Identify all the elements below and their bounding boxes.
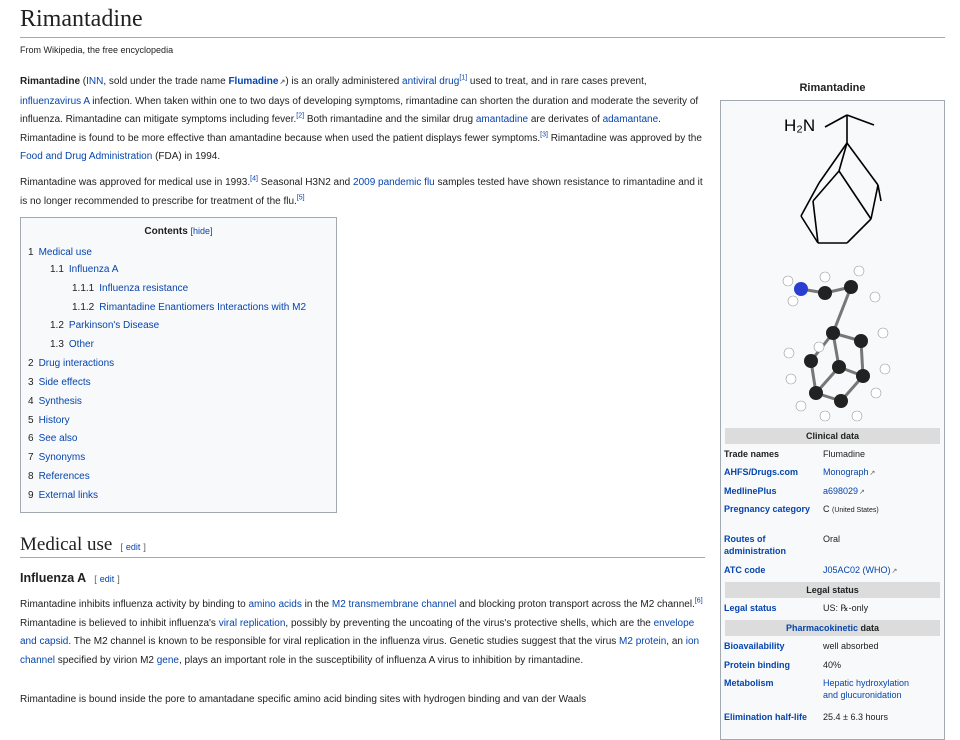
toc-label: Side effects <box>38 377 91 388</box>
toc-label: Other <box>68 339 94 350</box>
bioavailability-label[interactable]: Bioavailability <box>724 641 785 651</box>
legal-status-label[interactable]: Legal status <box>724 603 777 613</box>
antiviral-drug-link[interactable]: antiviral drug <box>402 76 460 87</box>
toc-number: 8 <box>28 471 34 482</box>
medlineplus-link[interactable]: a698029 ↗ <box>823 485 941 499</box>
ball-and-stick-model <box>783 266 890 421</box>
toc-item-side-effects[interactable] <box>28 377 91 388</box>
amino-acids-link[interactable]: amino acids <box>248 599 302 610</box>
toc-item-references[interactable] <box>28 471 90 482</box>
metabolism-value <box>823 677 941 701</box>
text: samples tested have shown resistance to rimantadine and it is no longer recommended to prescribe for treatment of the flu. <box>20 177 703 207</box>
text: ( <box>80 76 87 87</box>
routes-value: Oral <box>823 534 841 544</box>
toc-number: 1.1.1 <box>72 283 95 294</box>
atc-code-link[interactable]: J05AC02 <box>823 565 861 575</box>
text: . Rimantadine is found to be more effective than amantadine because when used the patient displays fewer symptoms. <box>20 114 661 144</box>
value-text: C <box>823 504 830 514</box>
toc-label: References <box>38 471 90 482</box>
toc-label: History <box>38 415 70 426</box>
text: . The M2 channel is known to be responsible for viral replication in the influenza virus. Genetic studies suggest that the virus <box>68 636 620 647</box>
text: , an <box>666 636 686 647</box>
atc-code-value <box>823 564 941 578</box>
text: infection. When taken within one to two days of developing symptoms, rimantadine can shorten the duration and moderate the severity of influenza. Rimantadine can mitigate symptoms including fever. <box>20 95 699 125</box>
section-heading-text: Influenza A <box>20 571 87 585</box>
influenza-paragraph-2: Rimantadine is bound inside the pore to amantadane specific amino acid binding sites with hydrogen binding and van der Waals <box>20 694 587 705</box>
toc-item-history[interactable] <box>28 415 70 426</box>
toc-number: 3 <box>28 377 34 388</box>
toc-label: Drug interactions <box>38 358 115 369</box>
amantadine-link[interactable]: amantadine <box>475 114 529 125</box>
trade-names-value: Flumadine <box>823 449 866 459</box>
routes-label[interactable]: Routes of administration <box>724 534 787 556</box>
elimination-half-life-label[interactable]: Elimination half-life <box>724 712 808 722</box>
toc-number: 1.2 <box>50 320 64 331</box>
toc-item-see-also[interactable] <box>28 433 77 444</box>
toc-label: Synthesis <box>38 396 82 407</box>
pregnancy-category-label[interactable]: Pregnancy category <box>724 504 811 514</box>
text: , possibly by preventing the uncoating of the virus's protective shells, which are the <box>285 617 654 629</box>
intro-paragraph-2 <box>20 174 703 211</box>
bioavailability-value: well absorbed <box>823 641 879 651</box>
toc-item-drug-interactions[interactable] <box>28 358 114 369</box>
toc-item-other[interactable] <box>50 339 94 350</box>
intro-paragraph-1 <box>20 73 703 167</box>
text: ) is an orally administered <box>285 76 403 87</box>
article-subject: Rimantadine <box>20 76 81 87</box>
elimination-half-life-value: 25.4 ± 6.3 hours <box>823 712 888 722</box>
toc-label: Synonyms <box>38 452 86 463</box>
protein-binding-value: 40% <box>823 660 842 670</box>
m2-channel-link[interactable]: M2 transmembrane channel <box>331 599 457 610</box>
bracket: [ <box>94 574 97 584</box>
influenzavirus-a-link[interactable]: influenzavirus A <box>20 95 90 107</box>
section-heading-medical-use <box>20 534 146 556</box>
citation-3[interactable]: [3] <box>540 131 548 139</box>
ahfs-monograph-link[interactable]: Monograph ↗ <box>823 466 941 480</box>
section-heading-text: Medical use <box>20 534 113 555</box>
toc-number: 9 <box>28 490 34 501</box>
toc-number: 4 <box>28 396 34 407</box>
text: Rimantadine is believed to inhibit influenza's <box>20 617 219 629</box>
toc-label: See also <box>38 433 78 444</box>
bracket: ] <box>143 542 146 552</box>
amine-label: H₂N <box>784 116 816 135</box>
infobox <box>720 100 945 740</box>
inn-link[interactable]: INN <box>86 76 104 87</box>
toc-number: 1.1.2 <box>72 302 95 313</box>
toc-item-influenza-resistance[interactable] <box>72 283 188 294</box>
text: (FDA) in 1994. <box>152 151 221 162</box>
toc-number: 1.1 <box>50 264 64 275</box>
who-link[interactable]: (WHO) ↗ <box>863 565 898 575</box>
legal-status-header: Legal status <box>725 582 940 598</box>
toc-hide-toggle[interactable]: [hide] <box>190 226 213 236</box>
toc-item-synonyms[interactable] <box>28 452 85 463</box>
viral-replication-link[interactable]: viral replication <box>218 617 286 629</box>
bracket: ] <box>117 574 120 584</box>
trade-names-label: Trade names <box>724 449 780 459</box>
influenza-paragraph-1 <box>20 596 703 670</box>
toc-title: Contents <box>144 226 188 237</box>
fda-link[interactable]: Food and Drug Administration <box>20 151 153 162</box>
ion-channel-link[interactable]: ion channel <box>20 636 700 666</box>
bracket: [ <box>120 542 123 552</box>
pandemic-flu-link[interactable]: 2009 pandemic flu <box>353 177 435 188</box>
toc-number: 5 <box>28 415 34 426</box>
toc-number: 2 <box>28 358 34 369</box>
protein-binding-label[interactable]: Protein binding <box>724 660 790 670</box>
edit-section-wrapper <box>120 542 146 552</box>
citation-1[interactable]: [1] <box>459 74 468 82</box>
toc-label: Influenza resistance <box>99 283 189 294</box>
atc-code-label[interactable]: ATC code <box>724 565 766 575</box>
edit-section-wrapper <box>94 574 120 584</box>
text: Rimantadine was approved for medical use in 1993. <box>20 177 251 188</box>
toc-label: External links <box>38 490 99 501</box>
edit-influenza-a-link[interactable]: edit <box>99 574 115 584</box>
hepatic-hydroxylation-link[interactable]: Hepatic hydroxylation <box>823 678 910 688</box>
citation-2[interactable]: [2] <box>296 112 305 120</box>
structure-images <box>721 101 944 431</box>
table-of-contents <box>20 217 337 513</box>
nitrogen-atom <box>794 282 808 296</box>
toc-item-influenza-a[interactable] <box>50 264 118 275</box>
text: Both rimantadine and the similar drug <box>304 114 476 125</box>
toc-number: 1.3 <box>50 339 64 350</box>
pharmacokinetic-link[interactable]: Pharmacokinetic <box>785 623 858 633</box>
toc-item-synthesis[interactable] <box>28 396 82 407</box>
toc-item-enantiomers[interactable] <box>72 302 306 313</box>
header-text: data <box>858 623 880 633</box>
toc-item-parkinsons[interactable] <box>50 320 159 331</box>
medlineplus-label[interactable]: MedlinePlus <box>724 486 777 496</box>
clinical-data-header: Clinical data <box>725 428 940 444</box>
toc-label: Rimantadine Enantiomers Interactions with M2 <box>99 302 307 313</box>
text: in the <box>301 599 332 610</box>
section-divider <box>20 557 705 558</box>
toc-item-external-links[interactable] <box>28 490 98 501</box>
citation-5[interactable]: [5] <box>296 194 305 202</box>
value-note: (United States) <box>832 507 879 514</box>
envelope-capsid-link[interactable]: envelope and capsid <box>20 617 695 647</box>
adamantane-link[interactable]: adamantane <box>602 114 659 125</box>
citation-4[interactable]: [4] <box>250 175 258 183</box>
flumadine-link[interactable]: Flumadine ↗ <box>228 76 285 87</box>
glucuronidation-link[interactable]: and glucuronidation <box>823 690 902 700</box>
section-heading-influenza-a <box>20 571 120 585</box>
pregnancy-category-value <box>823 503 941 517</box>
infobox-title: Rimantadine <box>799 82 866 94</box>
text: Rimantadine inhibits influenza activity by binding to <box>20 599 249 610</box>
toc-item-medical-use[interactable] <box>28 247 92 258</box>
metabolism-label[interactable]: Metabolism <box>724 678 774 688</box>
toc-label: Parkinson's Disease <box>68 320 160 331</box>
toc-number: 6 <box>28 433 34 444</box>
toc-label: Medical use <box>38 247 92 258</box>
m2-protein-link[interactable]: M2 protein <box>619 636 667 647</box>
text: and blocking proton transport across the M2 channel. <box>456 599 695 610</box>
text: , plays an important role in the susceptibility of influenza A virus to inhibition by rimantadine. <box>179 654 584 666</box>
toc-number: 7 <box>28 452 34 463</box>
text: Seasonal H3N2 and <box>257 177 354 188</box>
text: used to treat, and in rare cases prevent, <box>467 76 647 87</box>
toc-number: 1 <box>28 247 34 258</box>
citation-6[interactable]: [6] <box>694 597 703 605</box>
text: Rimantadine was approved by the <box>547 132 702 144</box>
toc-label: Influenza A <box>68 264 119 275</box>
gene-link[interactable]: gene <box>156 654 179 666</box>
edit-medical-use-link[interactable]: edit <box>125 542 141 552</box>
toc-header <box>21 226 336 237</box>
tagline: From Wikipedia, the free encyclopedia <box>20 45 174 55</box>
text: are derivates of <box>528 114 603 125</box>
title-divider <box>20 37 945 38</box>
skeletal-formula <box>784 115 881 243</box>
pharmacokinetic-header <box>725 620 940 636</box>
legal-status-value: US: ℞-only <box>823 603 869 613</box>
ahfs-label[interactable]: AHFS/Drugs.com <box>724 467 799 477</box>
text: , sold under the trade name <box>103 76 229 87</box>
page-title: Rimantadine <box>20 6 143 32</box>
text: specified by virion M2 <box>55 654 157 666</box>
